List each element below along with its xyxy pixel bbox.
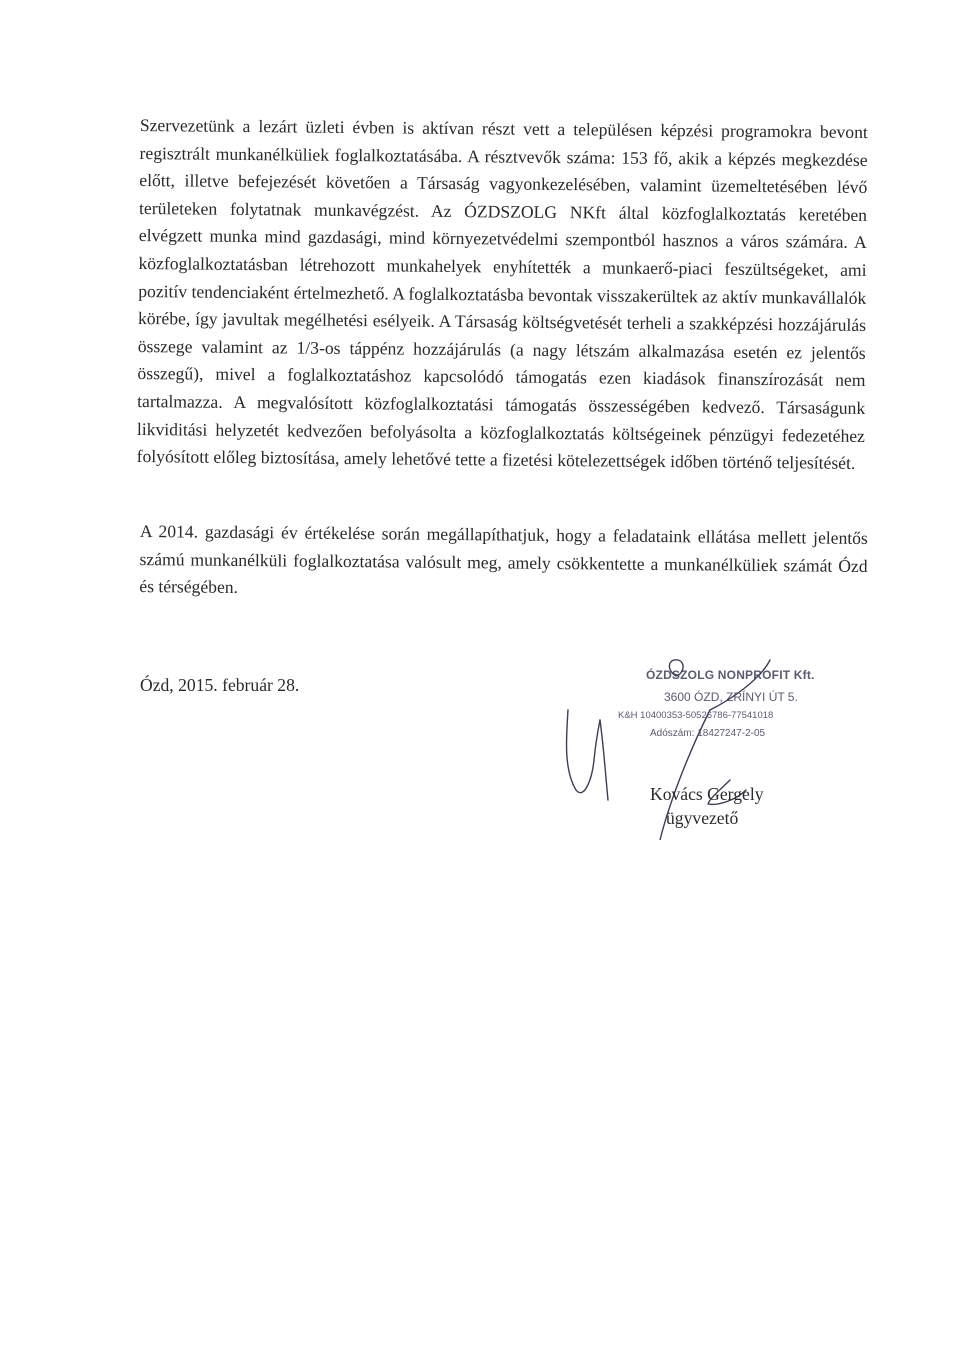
stamp-company-name: ÓZDSZOLG NONPROFIT Kft. [646,668,815,682]
body-paragraph-2: A 2014. gazdasági év értékelése során megállapíthatjuk, hogy a feladataink ellátása mellett jelentős számú munkanélküli foglalkoztatása valósult meg, amely csökkentette a munkanélküliek számát Ózd és térségében. [139,520,868,598]
stamp-bank-account: K&H 10400353-50526786-77541018 [618,710,774,721]
stamp-address: 3600 ÓZD, ZRÍNYI ÚT 5. [664,690,798,704]
signer-title: ügyvezető [666,808,739,828]
signer-name: Kovács Gergely [650,784,764,804]
body-paragraph-1: Szervezetünk a lezárt üzleti évben is aktívan részt vett a településen képzési programokra bevont regisztrált munkanélküliek foglalkoztatásába. A résztvevők száma: 153 fő, akik a képzés megkezdése előtt, illetve befejezését követően a Társaság vagyonkezelésében, valamint üzemeltetésében lévő területeken folytatnak munkavégzést. Az ÓZDSZOLG NKft által közfoglalkoztatás keretében elvégzett munka mind gazdasági, mind környezetvédelmi szempontból hasznos a város számára. A közfoglalkoztatásban létrehozott munkahelyek enyhítették a munkaerő-piaci feszültségeket, ami pozitív tendenciaként értelmezhető. A foglalkoztatásba bevontak visszakerültek az aktív munkavállalók körébe, így javultak megélhetési esélyeik. A Társaság költségvetését terheli a szakképzési hozzájárulás összege valamint az 1/3-os táppénz hozzájárulás (a nagy létszám alkalmazása esetén ez jelentős összegű), mivel a foglalkoztatáshoz kapcsolódó támogatás ezen kiadások finanszírozását nem tartalmazza. A megvalósított közfoglalkoztatási támogatás összességében kedvező. Társaságunk likviditási helyzetét kedvezően befolyásolta a közfoglalkoztatás költségeinek pénzügyi fedezetéhez folyósított előleg biztosítása, amely lehetővé tette a fizetési kötelezettségek időben történő teljesítését. [136,114,868,474]
place-date: Ózd, 2015. február 28. [140,675,300,695]
stamp-tax-number: Adószám: 18427247-2-05 [650,728,766,739]
company-stamp [612,664,852,760]
